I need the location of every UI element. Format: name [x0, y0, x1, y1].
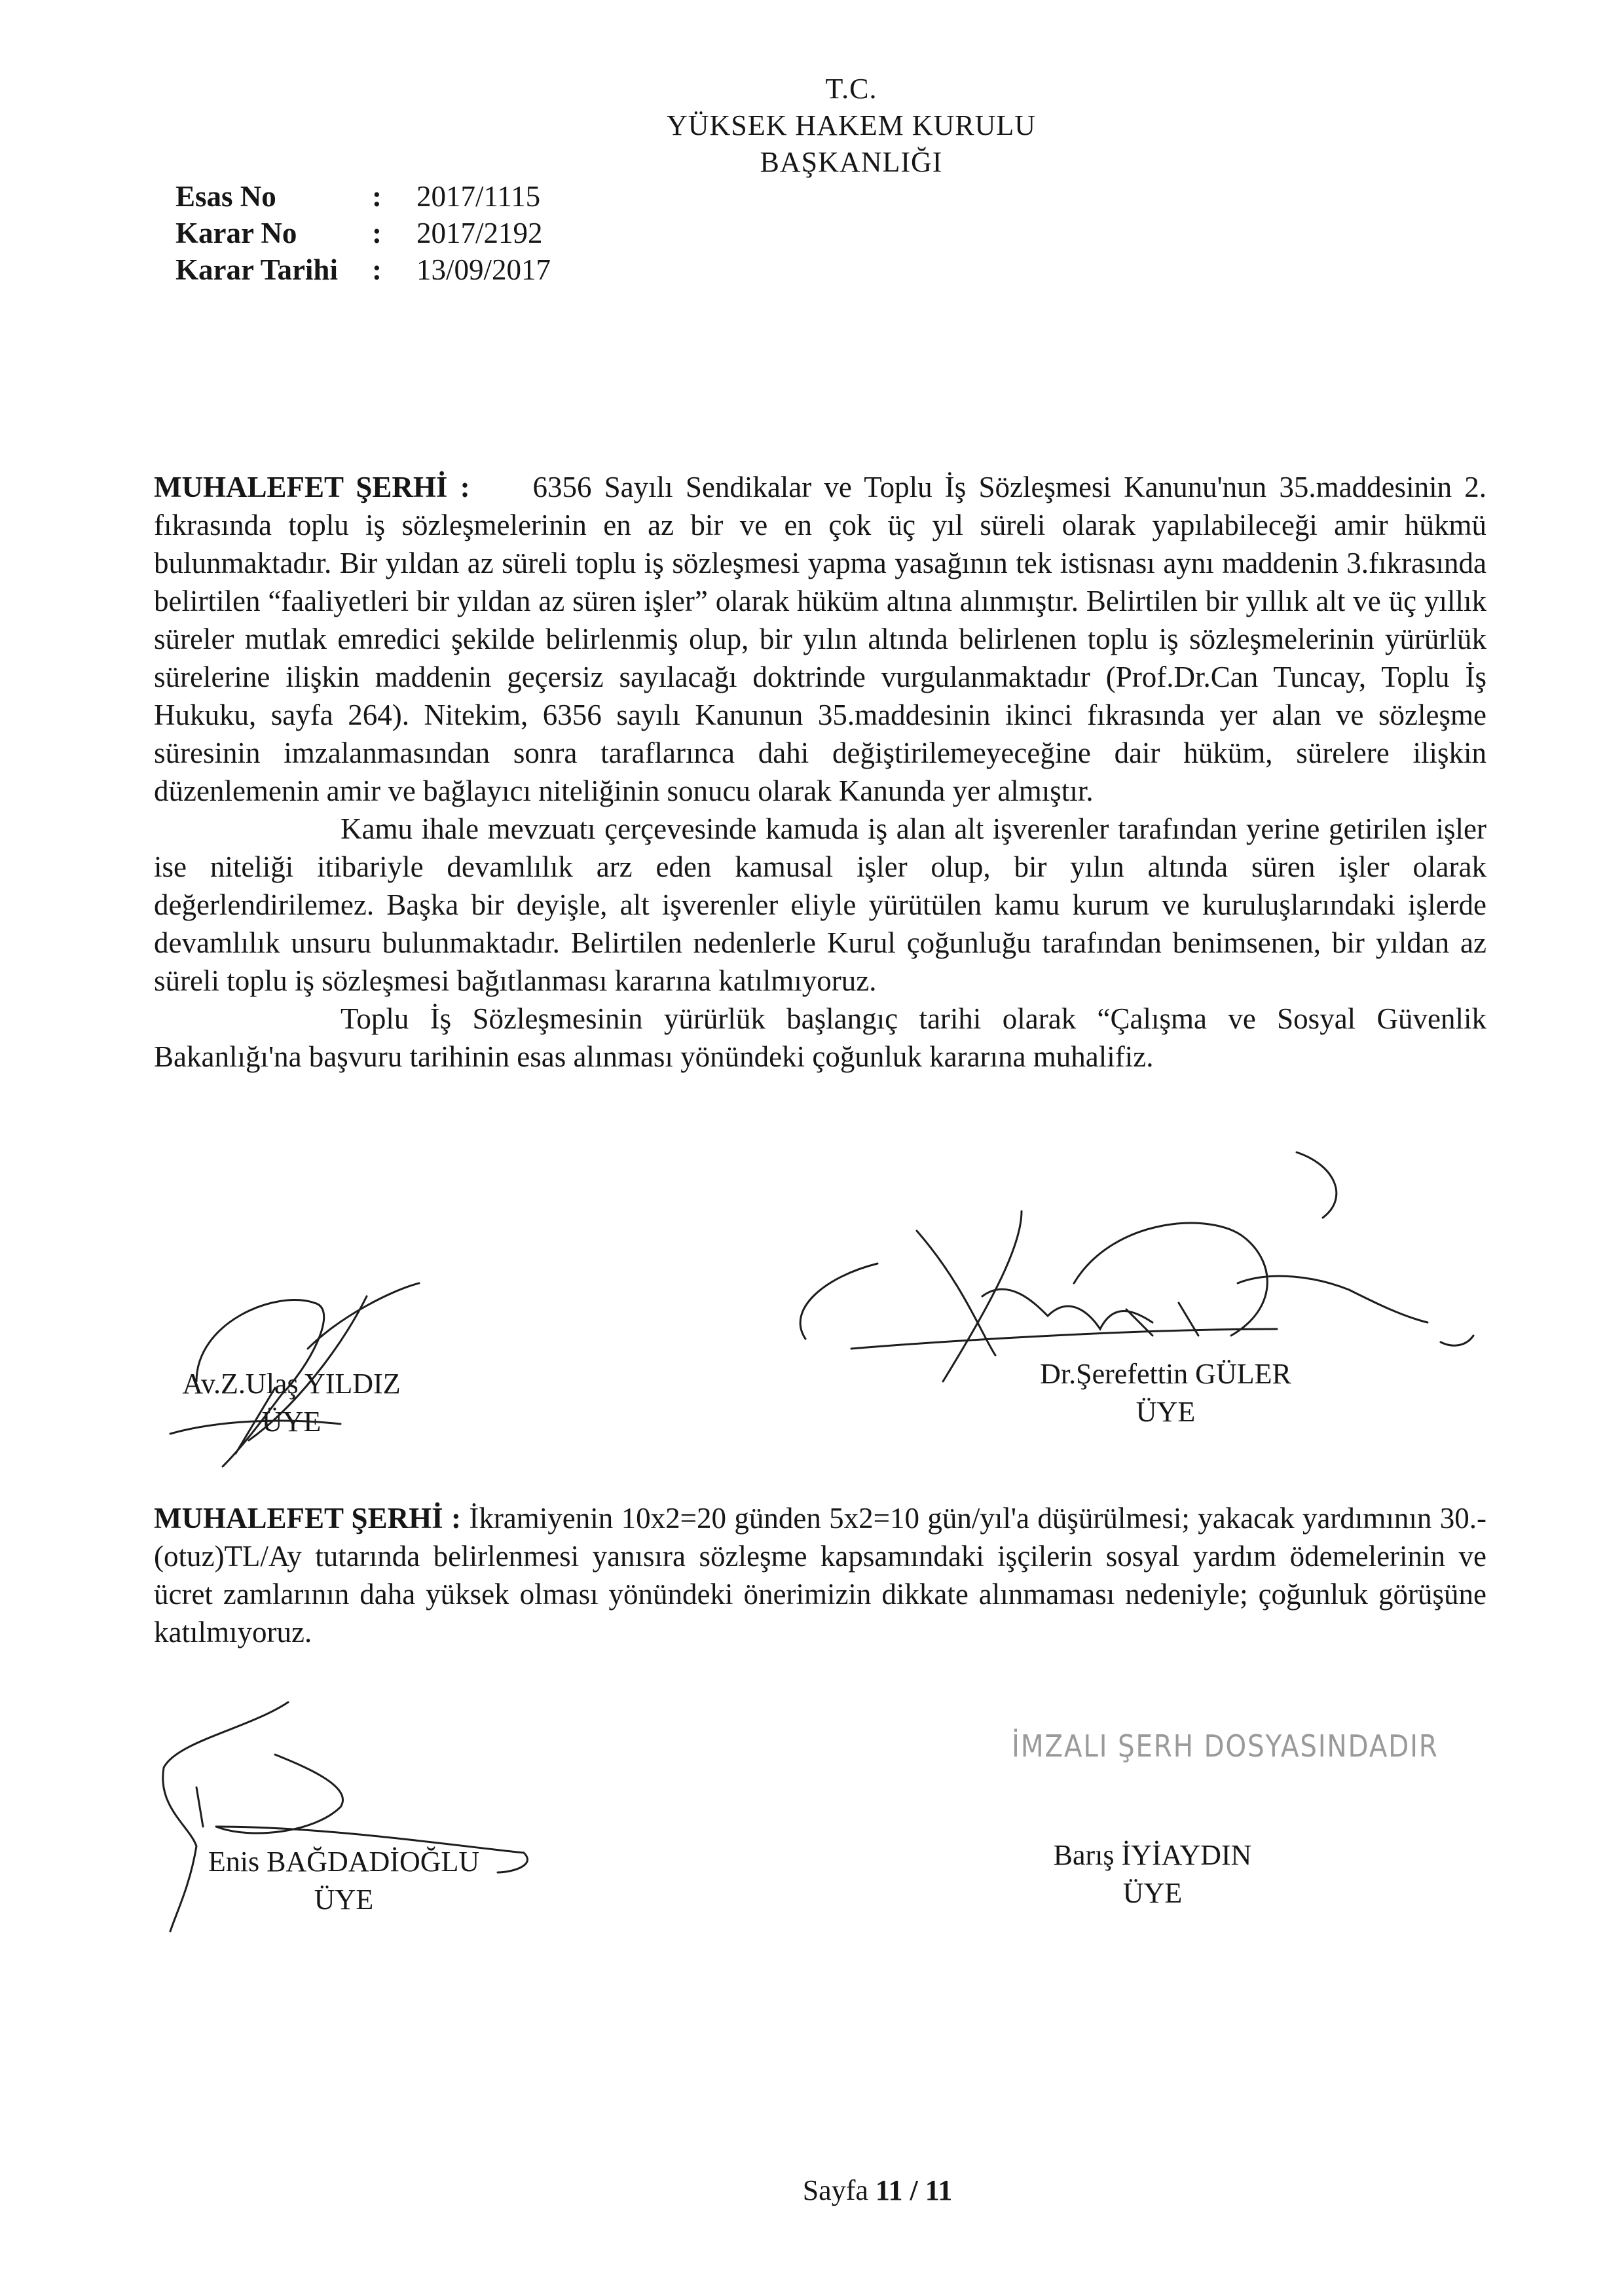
meta-row-tarih [175, 251, 551, 288]
meta-value: 13/09/2017 [416, 253, 551, 286]
signer-role: ÜYE [1135, 1396, 1196, 1428]
signer-role: ÜYE [314, 1884, 374, 1916]
signer-name: Dr.Şerefettin GÜLER [1040, 1358, 1291, 1390]
meta-colon: : [372, 253, 382, 286]
signer-yildiz [147, 1365, 435, 1441]
meta-label: Esas No [175, 180, 276, 213]
signer-role: ÜYE [1122, 1877, 1183, 1909]
meta-value: 2017/1115 [416, 180, 541, 213]
case-meta [175, 178, 551, 288]
signer-iyiaydin [1022, 1836, 1283, 1912]
signer-name: Av.Z.Ulaş YILDIZ [182, 1368, 401, 1400]
meta-colon: : [372, 217, 382, 249]
meta-row-karar [175, 215, 551, 251]
meta-value: 2017/2192 [416, 217, 543, 249]
footer-current-page: 11 [875, 2174, 903, 2206]
signer-name: Barış İYİAYDIN [1053, 1839, 1252, 1871]
signer-bagdadioglu [187, 1843, 501, 1919]
dissent-1-text-1: 6356 Sayılı Sendikalar ve Toplu İş Sözleşmesi Kanunu'nun 35.maddesinin 2. fıkrasında toplu iş sözleşmelerinin en az bir ve en çok üç yıl süreli olarak yapılabileceği amir hükmü bulunmaktadır. Bir yıldan az süreli toplu iş sözleşmesi yapma yasağının tek istisnası aynı maddenin 3.fıkrasında belirtilen “faaliyetleri bir yıldan az süren işler” olarak hüküm altına alınmıştır. Belirtilen bir yıllık alt ve üç yıllık süreler mutlak emredici şekilde belirlenmiş olup, bir yılın altında belirlenen toplu iş sözleşmelerinin yürürlük sürelerine ilişkin maddenin geçersiz sayılacağı doktrinde vurgulanmaktadır (Prof.Dr.Can Tuncay, Toplu İş Hukuku, sayfa 264). Nitekim, 6356 sayılı Kanunun 35.maddesinin ikinci fıkrasında yer alan ve sözleşme süresinin imzalanmasından sonra taraflarınca dahi değiştirilemeyeceğine dair hüküm, sürelere ilişkin düzenlemenin amir ve bağlayıcı niteliğinin sonucu olarak Kanunda yer almıştır. [154, 471, 1486, 807]
page-footer [655, 2174, 1100, 2207]
dissent-1-paragraph-3: Toplu İş Sözleşmesinin yürürlük başlangıç tarihi olarak “Çalışma ve Sosyal Güvenlik Bakanlığı'na başvuru tarihinin esas alınması yönündeki çoğunluk kararına muhalifiz. [154, 1002, 1486, 1073]
dissent-2-heading: MUHALEFET ŞERHİ : [154, 1502, 461, 1535]
dissent-2-text: İkramiyenin 10x2=20 günden 5x2=10 gün/yıl'a düşürülmesi; yakacak yardımının 30.-(otuz)TL/Ay tutarında belirlenmesi yanısıra sözleşme kapsamındaki işçilerin sosyal yardım ödemelerinin ve ücret zamlarının daha yüksek olması yönündeki önerimizin dikkate alınmaması nedeniyle; çoğunluk görüşüne katılmıyoruz. [154, 1502, 1487, 1649]
meta-label: Karar No [175, 217, 297, 249]
meta-colon: : [372, 180, 382, 213]
signer-guler [1002, 1355, 1329, 1431]
footer-separator: / [910, 2174, 918, 2206]
footer-total-pages: 11 [925, 2174, 953, 2206]
dissent-1-paragraph-2: Kamu ihale mevzuatı çerçevesinde kamuda iş alan alt işverenler tarafından yerine getirilen işler ise niteliği itibariyle devamlılık arz eden kamusal işler olup, bir yılın altında süren işler olarak değerlendirilemez. Başka bir deyişle, alt işverenler eliyle yürütülen kamu kurum ve kuruluşlarındaki işlerde devamlılık unsuru bulunmaktadır. Belirtilen nedenlerle Kurul çoğunluğu tarafından benimsenen, bir yıldan az süreli toplu iş sözleşmesi bağıtlanması kararına katılmıyoruz. [154, 812, 1486, 997]
dissent-1 [154, 468, 1486, 1076]
header-presidency: BAŞKANLIĞI [760, 146, 943, 178]
meta-label: Karar Tarihi [175, 253, 338, 286]
header-tc: T.C. [825, 73, 877, 105]
document-header [393, 71, 1310, 181]
dissent-1-heading: MUHALEFET ŞERHİ : [154, 471, 470, 503]
meta-row-esas [175, 178, 551, 215]
header-institution: YÜKSEK HAKEM KURULU [666, 109, 1037, 141]
signer-name: Enis BAĞDADİOĞLU [208, 1846, 480, 1878]
signer-role: ÜYE [261, 1406, 322, 1438]
dissent-2-paragraph [154, 1499, 1486, 1651]
dissent-1-paragraph-1 [154, 468, 1486, 810]
signature-guler [800, 1152, 1473, 1381]
footer-prefix: Sayfa [802, 2174, 868, 2206]
signed-dissent-stamp: İMZALI ŞERH DOSYASINDADIR [1012, 1728, 1439, 1764]
dissent-2 [154, 1499, 1486, 1651]
